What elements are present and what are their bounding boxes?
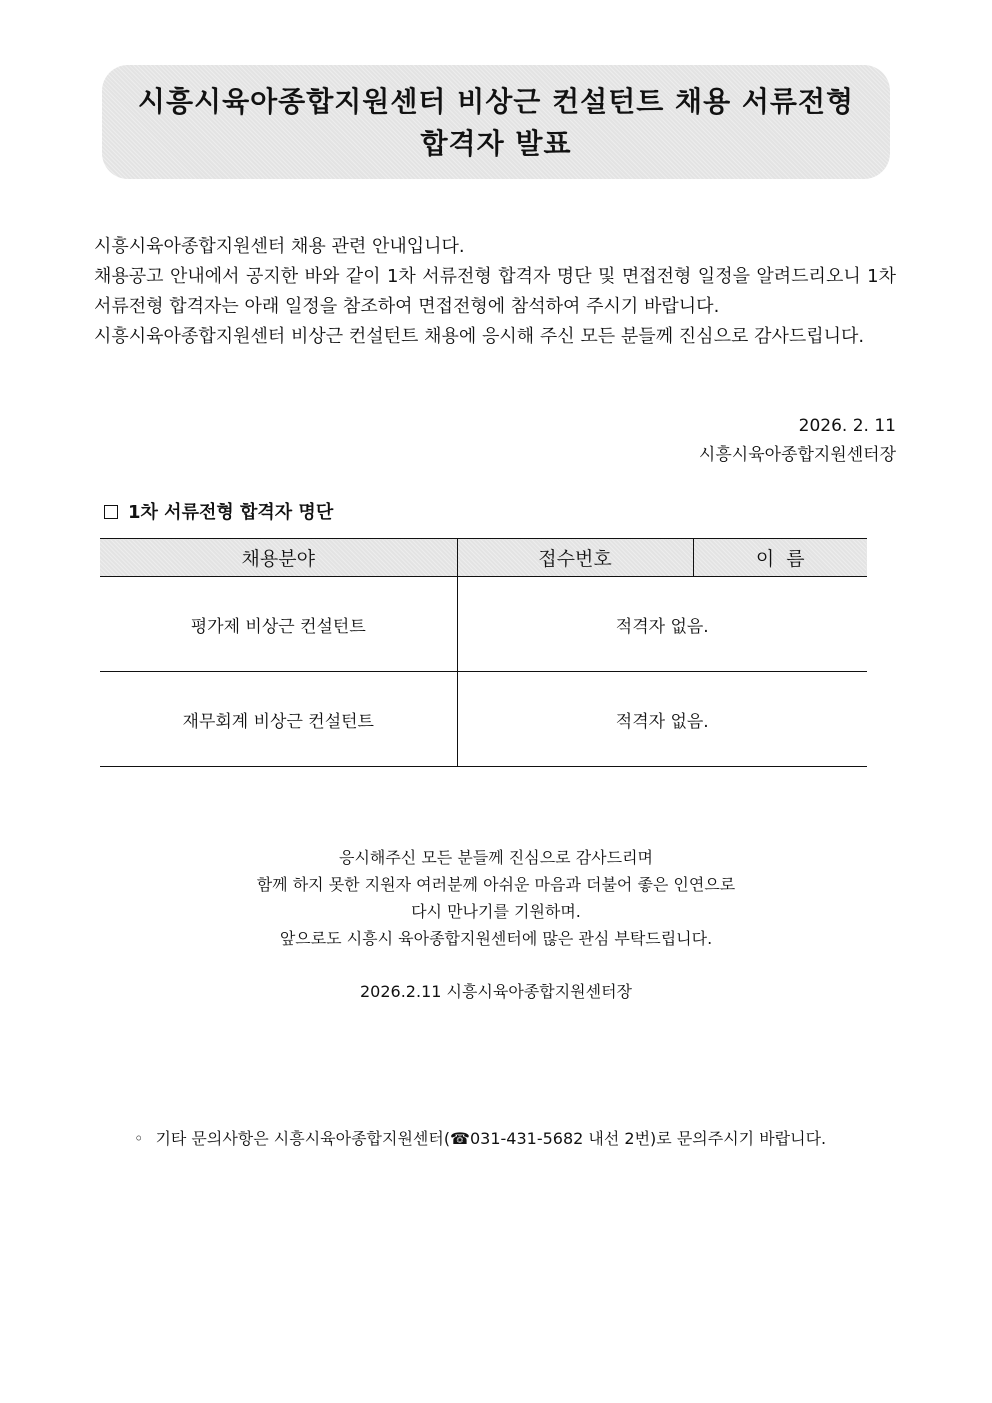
header-name: 이 름 [693, 539, 867, 577]
closing-line: 앞으로도 시흥시 육아종합지원센터에 많은 관심 부탁드립니다. [279, 929, 713, 948]
contact-note [134, 1126, 826, 1149]
intro-paragraph-2: 채용공고 안내에서 공지한 바와 같이 1차 서류전형 합격자 명단 및 면접전형 일정을 알려드리오니 1차 서류전형 합격자는 아래 일정을 참조하여 면접전형에 참석하여 주시기 바랍니다. [94, 266, 896, 317]
header-field: 채용분야 [100, 539, 457, 577]
signature-block [699, 412, 896, 470]
closing-date-signature: 2026.2.11 시흥시육아종합지원센터장 [360, 982, 632, 1001]
closing-line: 함께 하지 못한 지원자 여러분께 아쉬운 마음과 더불어 좋은 인연으로 [256, 875, 736, 894]
intro-paragraph-3: 시흥시육아종합지원센터 비상근 컨설턴트 채용에 응시해 주신 모든 분들께 진심으로 감사드립니다. [94, 326, 865, 347]
row-field: 평가제 비상근 컨설턴트 [100, 577, 457, 672]
bullet-icon: ◦ [134, 1129, 144, 1148]
closing-message [0, 844, 992, 1005]
section-heading [104, 498, 333, 524]
row-field: 재무회계 비상근 컨설턴트 [100, 672, 457, 767]
row-result: 적격자 없음. [457, 577, 867, 672]
header-receipt-number: 접수번호 [457, 539, 693, 577]
table-row [100, 577, 867, 672]
intro-text [94, 232, 896, 352]
signature-org: 시흥시육아종합지원센터장 [698, 445, 896, 465]
section-heading-label: 1차 서류전형 합격자 명단 [128, 502, 334, 523]
page-title-line-1: 시흥시육아종합지원센터 비상근 컨설턴트 채용 서류전형 [137, 85, 855, 118]
closing-line: 응시해주신 모든 분들께 진심으로 감사드리며 [338, 848, 653, 867]
checkbox-square-icon [104, 505, 118, 519]
intro-paragraph-1: 시흥시육아종합지원센터 채용 관련 안내입니다. [94, 236, 465, 257]
table-header-row [100, 539, 867, 577]
title-banner [102, 65, 890, 179]
signature-date: 2026. 2. 11 [798, 416, 896, 436]
row-result: 적격자 없음. [457, 672, 867, 767]
table-row [100, 672, 867, 767]
page-title-line-2: 합격자 발표 [420, 127, 572, 160]
results-table [100, 538, 867, 767]
closing-line: 다시 만나기를 기원하며. [411, 902, 581, 921]
contact-text: 기타 문의사항은 시흥시육아종합지원센터(☎031-431-5682 내선 2번)로 문의주시기 바랍니다. [155, 1129, 827, 1148]
